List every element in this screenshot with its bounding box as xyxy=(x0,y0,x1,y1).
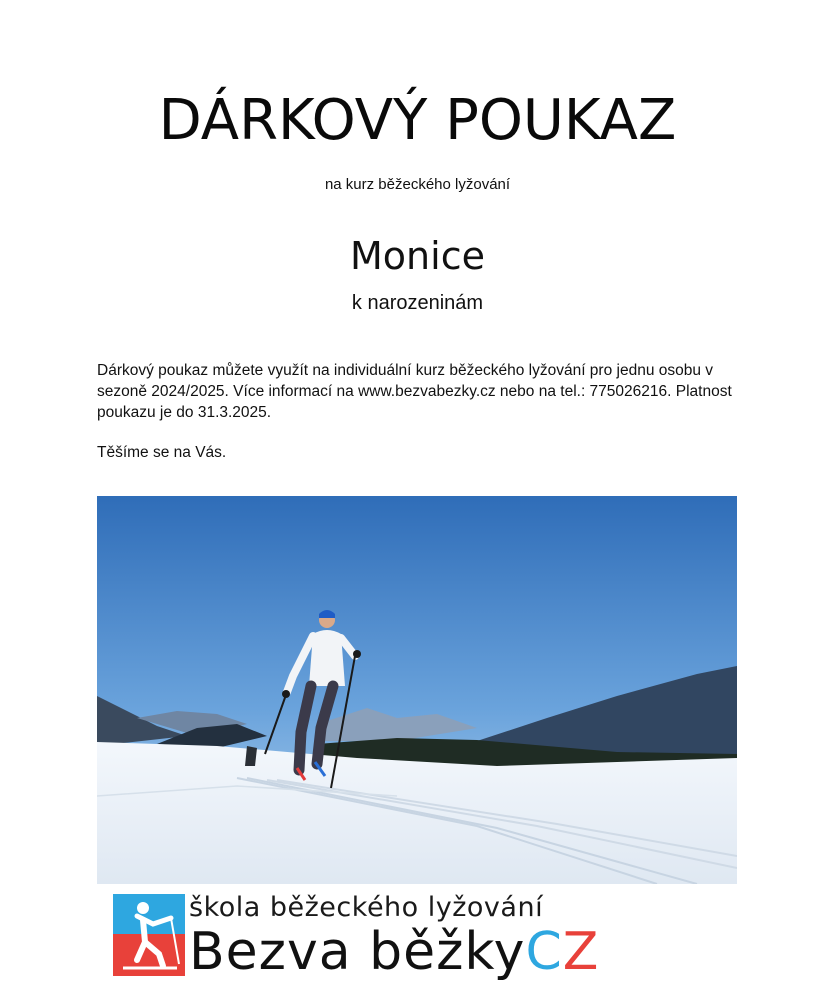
voucher-body xyxy=(97,360,742,423)
cross-country-skier-photo xyxy=(97,496,737,884)
closing-text: Těšíme se na Vás. xyxy=(97,444,227,461)
voucher-title: DÁRKOVÝ POUKAZ xyxy=(158,88,677,153)
voucher-subtitle: na kurz běžeckého lyžování xyxy=(324,176,511,193)
occasion-text: k narozeninám xyxy=(351,292,484,314)
logo-brand-text: Bezva běžky xyxy=(189,922,526,982)
logo-brand xyxy=(189,922,599,982)
logo-cz-z: Z xyxy=(562,922,600,982)
school-logo xyxy=(113,892,733,982)
logo-school-name: škola běžeckého lyžování xyxy=(189,892,544,923)
skier-logo-icon xyxy=(113,894,185,976)
logo-cz-c: C xyxy=(525,922,563,982)
recipient-name: Monice xyxy=(350,234,485,278)
logo-cz xyxy=(525,922,599,982)
voucher-body-paragraph: Dárkový poukaz můžete využít na individuální kurz běžeckého lyžování pro jednu osobu v sezoně 2024/2025. Více informací na www.bezvabezky.cz nebo na tel.: 775026216. Platnost poukazu je do 31.3.2025. xyxy=(97,362,732,421)
